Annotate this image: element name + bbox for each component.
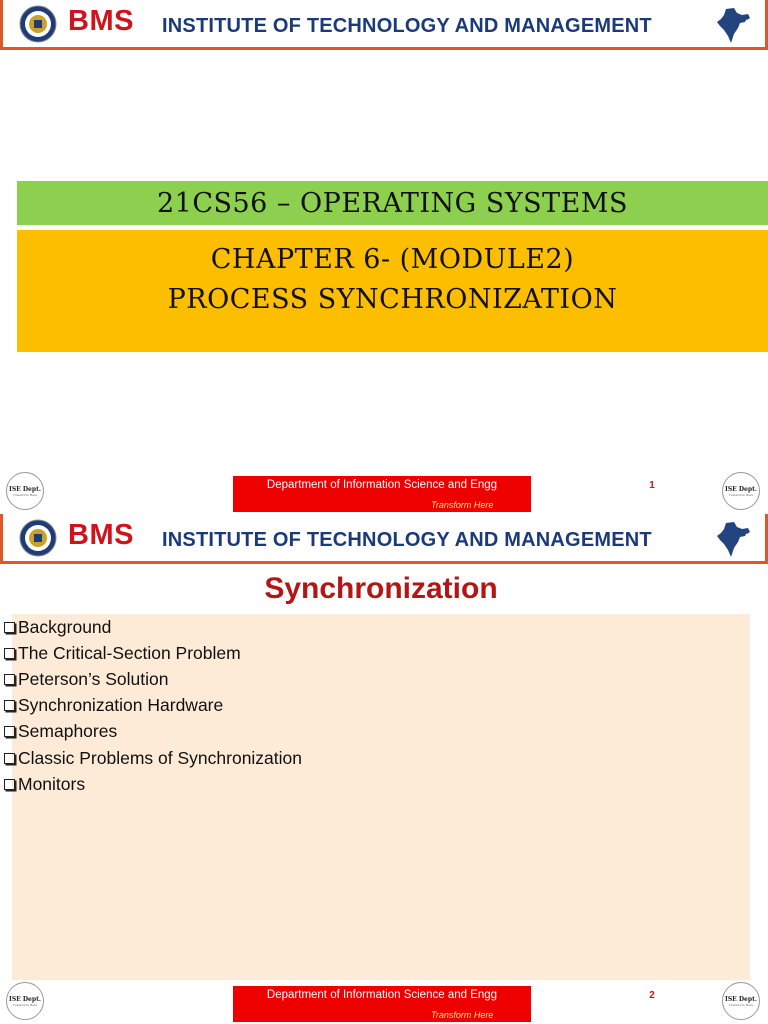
seal-subtext: Transform Here	[12, 492, 38, 497]
college-crest-icon	[18, 518, 58, 558]
ise-dept-seal-icon	[722, 982, 760, 1020]
department-banner	[233, 476, 531, 512]
list-item	[4, 771, 302, 797]
department-banner	[233, 986, 531, 1022]
slide-footer	[0, 978, 768, 1024]
college-crest-icon	[18, 4, 58, 44]
ise-dept-seal-icon	[722, 472, 760, 510]
chapter-banner	[17, 230, 768, 352]
institute-name: INSTITUTE OF TECHNOLOGY AND MANAGEMENT	[162, 15, 652, 37]
list-item	[4, 693, 302, 719]
page-number: 1	[649, 480, 655, 491]
seal-subtext: Transform Here	[12, 1002, 38, 1007]
list-item	[4, 614, 302, 640]
slide-2	[0, 514, 768, 1024]
checkbox-bullet-icon	[4, 726, 15, 737]
checkbox-bullet-icon	[4, 700, 15, 711]
india-map-icon	[712, 6, 752, 46]
seal-text: ISE Dept.	[9, 485, 41, 493]
list-item	[4, 666, 302, 692]
seal-text: ISE Dept.	[725, 995, 757, 1003]
brand-name: BMS	[68, 5, 134, 37]
list-item-text: Monitors	[18, 773, 86, 794]
tagline: Transform Here	[431, 1010, 494, 1020]
checkbox-bullet-icon	[4, 779, 15, 790]
header-accent-left	[0, 514, 3, 564]
list-item-text: Classic Problems of Synchronization	[18, 747, 303, 768]
chapter-title: CHAPTER 6- (MODULE2)	[210, 244, 575, 275]
department-name: Department of Information Science and Engg	[266, 989, 498, 1001]
tagline: Transform Here	[431, 500, 494, 510]
slide-title: Synchronization	[264, 572, 498, 605]
slide-header	[0, 514, 768, 564]
list-item-text: Synchronization Hardware	[18, 695, 224, 716]
topic-title: PROCESS SYNCHRONIZATION	[167, 284, 618, 315]
checkbox-bullet-icon	[4, 622, 15, 633]
india-map-icon	[712, 520, 752, 560]
list-item-text: The Critical-Section Problem	[18, 642, 241, 663]
checkbox-bullet-icon	[4, 753, 15, 764]
course-banner	[17, 181, 768, 225]
list-item	[4, 745, 302, 771]
list-item	[4, 640, 302, 666]
list-item-text: Peterson’s Solution	[18, 668, 169, 689]
list-item-text: Background	[18, 616, 112, 637]
seal-subtext: Transform Here	[728, 1002, 754, 1007]
seal-text: ISE Dept.	[725, 485, 757, 493]
slide-footer	[0, 468, 768, 514]
seal-subtext: Transform Here	[728, 492, 754, 497]
ise-dept-seal-icon	[6, 472, 44, 510]
checkbox-bullet-icon	[4, 674, 15, 685]
slide-header	[0, 0, 768, 50]
brand-name: BMS	[68, 519, 134, 551]
seal-text: ISE Dept.	[9, 995, 41, 1003]
course-title: 21CS56 – OPERATING SYSTEMS	[156, 187, 629, 219]
checkbox-bullet-icon	[4, 648, 15, 659]
list-item	[4, 719, 302, 745]
page-number: 2	[649, 990, 655, 1001]
topic-list	[4, 614, 302, 797]
list-item-text: Semaphores	[18, 721, 118, 742]
department-name: Department of Information Science and Engg	[266, 479, 498, 491]
header-accent-left	[0, 0, 3, 50]
ise-dept-seal-icon	[6, 982, 44, 1020]
institute-name: INSTITUTE OF TECHNOLOGY AND MANAGEMENT	[162, 529, 652, 551]
